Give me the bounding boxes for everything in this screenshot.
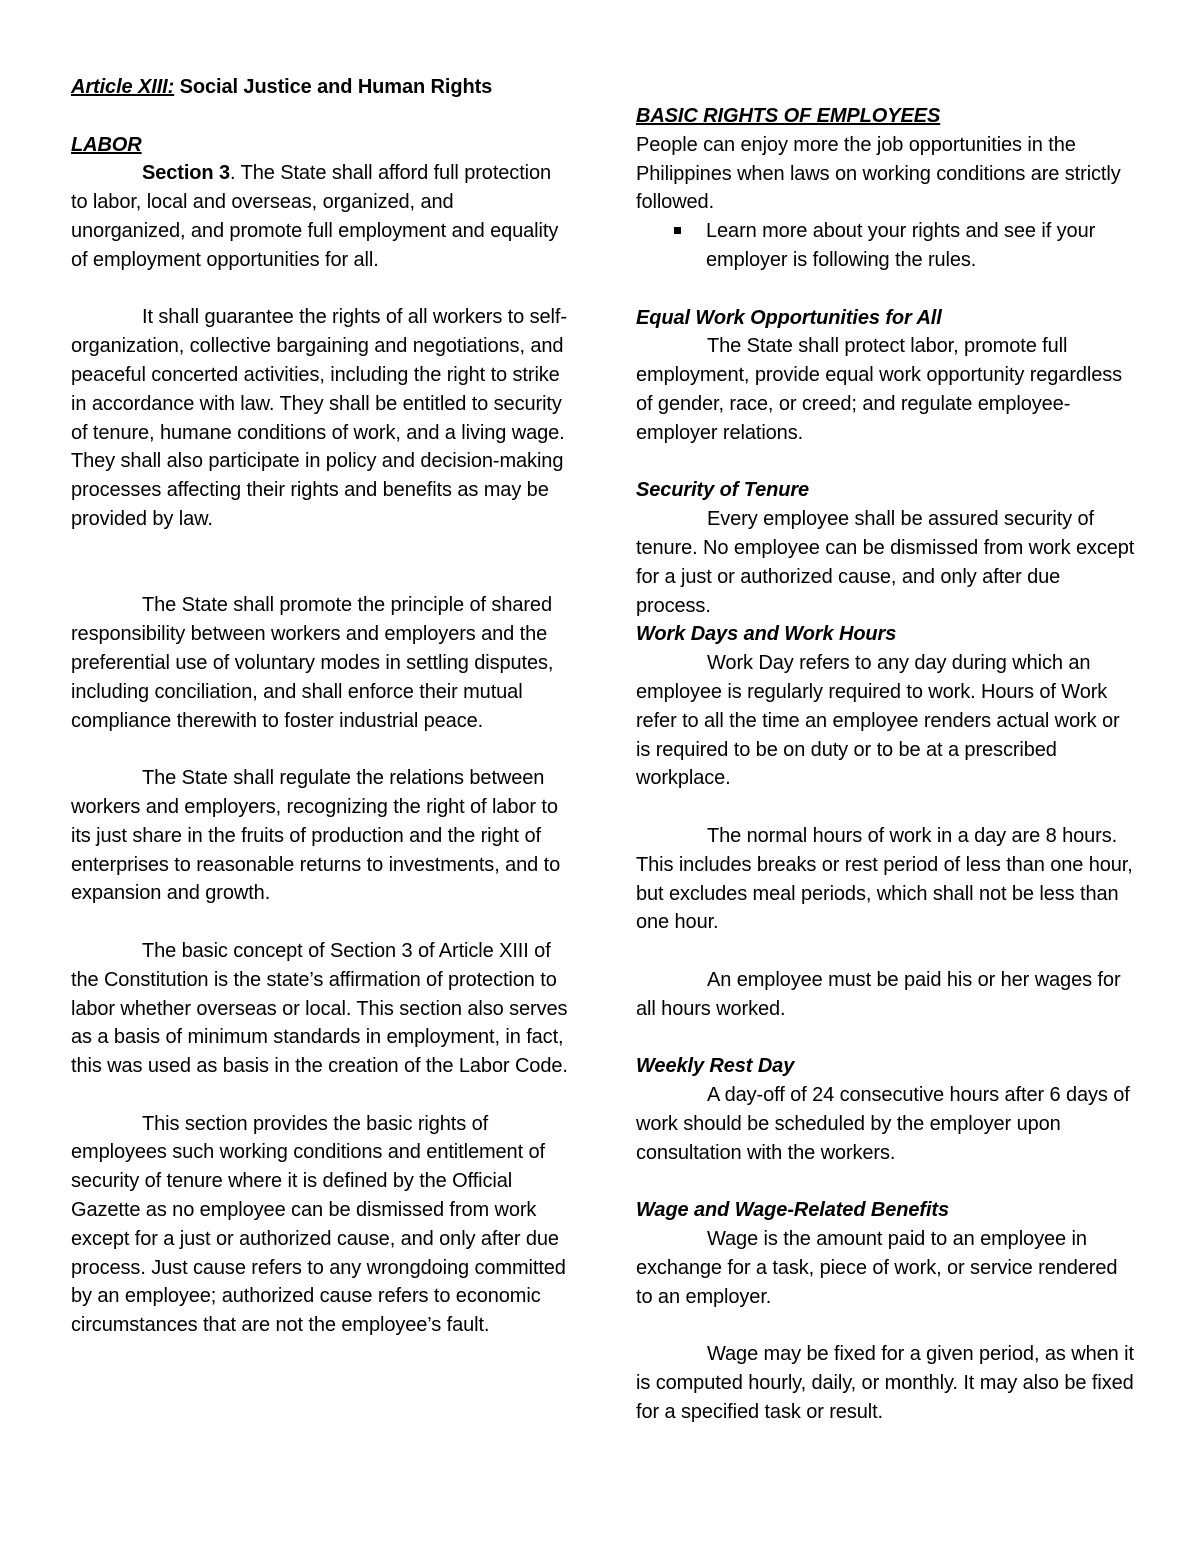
bullet-text: Learn more about your rights and see if your employer is following the rules.	[706, 220, 1096, 271]
weekly-rest-text: A day-off of 24 consecutive hours after 6 days of work should be scheduled by the employer upon consultation with the workers.	[636, 1084, 1130, 1164]
document-title	[71, 73, 571, 102]
bullet-list	[636, 217, 1136, 275]
square-bullet-icon	[674, 227, 681, 234]
work-days-text: Work Day refers to any day during which an employee is regularly required to work. Hours of Work refer to all the time an employee renders actual work or is required to be on duty or to be at a prescribed workplace.	[636, 652, 1120, 790]
work-days-heading: Work Days and Work Hours	[636, 623, 897, 646]
basic-rights-paragraph: This section provides the basic rights of employees such working conditions and entitlement of security of tenure where it is defined by the Official Gazette as no employee can be dismissed from work except for a just or authorized cause, and only after due process. Just cause refers to any wrongdoing committed by an employee; authorized cause refers to economic circumstances that are not the employee’s fault.	[71, 1112, 566, 1337]
labor-heading: LABOR	[71, 133, 142, 156]
article-title: Social Justice and Human Rights	[174, 76, 493, 98]
wage-text: Wage is the amount paid to an employee in exchange for a task, piece of work, or service rendered to an employer.	[636, 1228, 1118, 1308]
paid-hours-text: An employee must be paid his or her wages for all hours worked.	[636, 968, 1121, 1020]
rights-paragraph: It shall guarantee the rights of all workers to self-organization, collective bargaining and negotiations, and peaceful concerted activities, including the right to strike in accordance with law. They shall be entitled to security of tenure, humane conditions of work, and a living wage. They shall also participate in policy and decision-making processes affecting their rights and benefits as may be provided by law.	[71, 306, 567, 530]
section-label: Section 3	[142, 162, 231, 185]
equal-work-text: The State shall protect labor, promote full employment, provide equal work opportunity regardless of gender, race, or creed; and regulate employee-employer relations.	[636, 335, 1123, 444]
weekly-rest-heading: Weekly Rest Day	[636, 1055, 795, 1078]
equal-work-heading: Equal Work Opportunities for All	[636, 306, 942, 329]
basic-rights-intro: People can enjoy more the job opportunities in the Philippines when laws on working conditions are strictly followed.	[636, 133, 1121, 214]
right-column	[636, 102, 1136, 1427]
article-label: Article XIII:	[71, 76, 175, 98]
basic-rights-heading: BASIC RIGHTS OF EMPLOYEES	[636, 105, 941, 127]
section-text: . The State shall afford full protection to labor, local and overseas, organized, and unorganized, and promote full employment and equality of employment opportunities for all.	[71, 162, 559, 271]
regulate-relations-paragraph: The State shall regulate the relations between workers and employers, recognizing the right of labor to its just share in the fruits of production and the right of enterprises to reasonable returns to investments, and to expansion and growth.	[71, 767, 561, 905]
section-3-paragraph	[71, 159, 571, 274]
left-column	[71, 73, 571, 1340]
shared-responsibility-paragraph: The State shall promote the principle of shared responsibility between workers and employers and the preferential use of voluntary modes in settling disputes, including conciliation, and shall enforce their mutual compliance therewith to foster industrial peace.	[71, 594, 554, 732]
basic-concept-paragraph: The basic concept of Section 3 of Article XIII of the Constitution is the state’s affirmation of protection to labor whether overseas or local. This section also serves as a basis of minimum standards in employment, in fact, this was used as basis in the creation of the Labor Code.	[71, 939, 568, 1078]
wage-heading: Wage and Wage-Related Benefits	[636, 1199, 949, 1222]
security-tenure-heading: Security of Tenure	[636, 479, 810, 502]
normal-hours-text: The normal hours of work in a day are 8 hours. This includes breaks or rest period of less than one hour, but excludes meal periods, which shall not be less than one hour.	[636, 824, 1133, 934]
wage-fixed-text: Wage may be fixed for a given period, as when it is computed hourly, daily, or monthly. It may also be fixed for a specified task or result.	[636, 1343, 1134, 1423]
list-item	[706, 217, 1136, 275]
security-tenure-text: Every employee shall be assured security of tenure. No employee can be dismissed from work except for a just or authorized cause, and only after due process.	[636, 508, 1135, 617]
